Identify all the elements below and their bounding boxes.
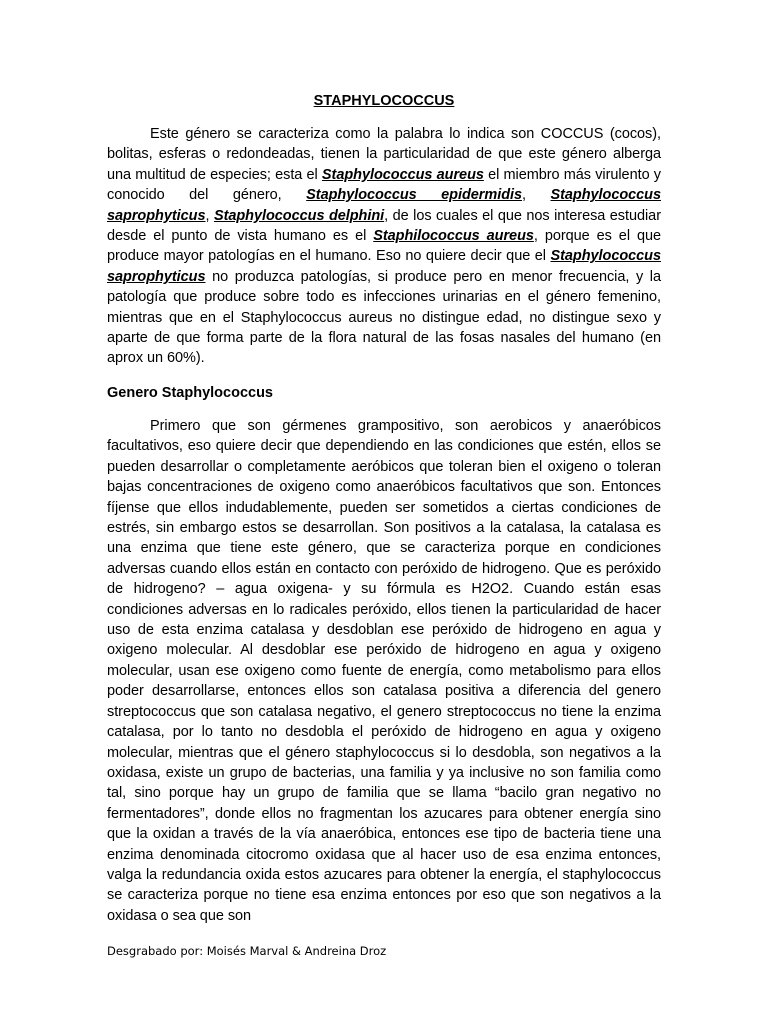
text-run: no produzca patologías, si produce pero en menor frecuencia, y la patología que produce sobre todo es infecciones urinarias en el género femenino, mientras que en el Staphylococcus aureus no distingue edad, no distingue sexo y aparte de que forma parte de la flora natural de las fosas nasales del humano (en aprox un 60%). bbox=[107, 268, 661, 367]
page-title: STAPHYLOCOCCUS bbox=[313, 93, 455, 109]
text-run: , bbox=[205, 207, 214, 224]
text-run: el miembro más virulento y conocido del género, bbox=[107, 166, 661, 204]
species-name: Staphylococcus saprophyticus bbox=[107, 187, 661, 224]
text-run: Este género se caracteriza como la palabra lo indica son COCCUS (cocos), bolitas, esferas o redondeadas, tienen la particularidad de que este género alberga una multitud de especies; esta el bbox=[107, 126, 661, 183]
species-name: Staphylococcus aureus bbox=[321, 166, 484, 183]
section-heading: Genero Staphylococcus bbox=[107, 385, 273, 401]
intro-paragraph bbox=[107, 124, 661, 369]
footer-credit: Desgrabado por: Moisés Marval & Andreina Droz bbox=[107, 944, 387, 958]
text-run: , porque es el que produce mayor patologías en el humano. Eso no quiere decir que el bbox=[107, 228, 661, 265]
species-name: Staphylococcus saprophyticus bbox=[107, 248, 661, 285]
species-name: Staphylococcus epidermidis bbox=[306, 187, 523, 204]
text-run: , bbox=[522, 187, 551, 204]
species-name: Staphilococcus aureus bbox=[373, 228, 534, 245]
text-run: , de los cuales el que nos interesa estudiar desde el punto de vista humano es el bbox=[107, 207, 661, 245]
body-paragraph: Primero que son gérmenes grampositivo, son aerobicos y anaeróbicos facultativos, eso quiere decir que dependiendo en las condiciones que estén, ellos se pueden desarrollar o completamente aeróbicos que toleran bien el oxigeno o toleran bajas concentraciones de oxigeno como anaeróbicos facultativos que son. Entonces fíjense que ellos indudablemente, pueden ser sometidos a ciertas condiciones de estrés, sin embargo estos se desarrollan. Son positivos a la catalasa, la catalasa es una enzima que tiene este género, que se caracteriza porque en condiciones adversas cuando ellos están en contacto con peróxido de hidrogeno. Que es peróxido de hidrogeno? – agua oxigena- y su fórmula es H2O2. Cuando están esas condiciones adversas en lo radicales peróxido, ellos tienen la particularidad de hacer uso de esta enzima catalasa y desdoblan ese peróxido de hidrogeno en agua y oxigeno molecular. Al desdoblar ese peróxido de hidrogeno en agua y oxigeno molecular, usan ese oxigeno como fuente de energía, como metabolismo para ellos poder desarrollarse, entonces ellos son catalasa positiva a diferencia del genero streptococcus que son catalasa negativo, el genero streptococcus no tiene la enzima catalasa, por lo tanto no desdobla el peróxido de hidrogeno en agua y oxigeno molecular, mientras que el género staphylococcus si lo desdobla, son negativos a la oxidasa, existe un grupo de bacterias, una familia y ya inclusive no son familia como tal, sino porque hay un grupo de familia que se llama “bacilo gran negativo no fermentadores”, donde ellos no fragmentan los azucares para obtener energía sino que la oxidan a través de la vía anaeróbica, entonces ese tipo de bacteria tiene una enzima denominada citocromo oxidasa que al hacer uso de esa enzima entonces, valga la redundancia oxida estos azucares para obtener la energía, el staphylococcus se caracteriza porque no tiene esa enzima entonces por eso que son negativos a la oxidasa o sea que son bbox=[107, 418, 661, 924]
species-name: Staphylococcus delphini bbox=[213, 207, 385, 224]
